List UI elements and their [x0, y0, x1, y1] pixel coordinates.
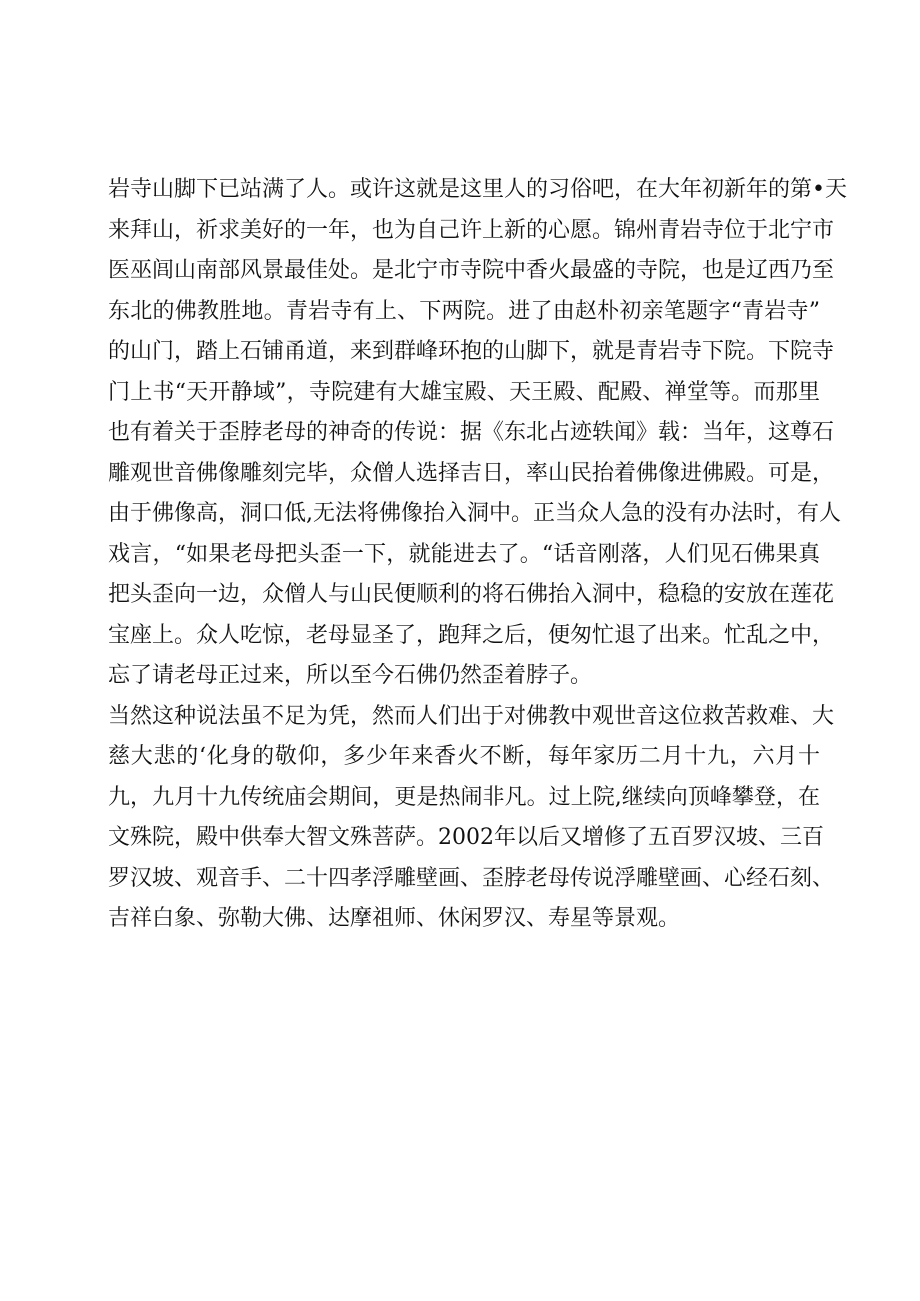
paragraph-2-line-2: 慈大悲的‘化身的敬仰，多少年来香火不断，每年家历二月十九，六月十	[108, 744, 820, 769]
paragraph-1-line-10: 戏言，“如果老母把头歪一下，就能进去了。“话音刚落，人们见石佛果真	[108, 541, 820, 567]
document-body	[108, 170, 847, 940]
paragraph-1-line-2: 来拜山，祈求美好的一年，也为自己许上新的心愿。锦州青岩寺位于北宁市	[108, 217, 835, 243]
paragraph-1-line-13: 忘了请老母正过来，所以至今石佛仍然歪着脖子。	[108, 663, 593, 688]
paragraph-2-line-1: 当然这种说法虽不足为凭，然而人们出于对佛教中观世音这位救苦救难、大	[108, 703, 835, 729]
paragraph-1-line-7: 也有着关于歪脖老母的神奇的传说：据《东北占迹轶闻》载：当年，这尊石	[108, 420, 835, 445]
paragraph-1-line-6: 门上书“天开静域”，寺院建有大雄宝殿、天王殿、配殿、禅堂等。而那里	[108, 379, 820, 405]
paragraph-2-line-6: 吉祥白象、弥勒大佛、达摩祖师、休闲罗汉、寿星等景观。	[108, 906, 681, 931]
paragraph-2-line-4: 文殊院，殿中供奉大智文殊菩萨。2002年以后又增修了五百罗汉坡、三百	[108, 825, 824, 850]
paragraph-2-line-3: 九，九月十九传统庙会期间，更是热闹非凡。过上院,继续向顶峰攀登，在	[108, 784, 820, 810]
paragraph-1-line-1: 岩寺山脚下已站满了人。或许这就是这里人的习俗吧，在大年初新年的第•天	[108, 177, 847, 202]
paragraph-2-line-5: 罗汉坡、观音手、二十四孝浮雕壁画、歪脖老母传说浮雕壁画、心经石刻、	[108, 865, 835, 891]
paragraph-1-line-5: 的山门，踏上石铺甬道，来到群峰环抱的山脚下，就是青岩寺下院。下院寺	[108, 339, 835, 364]
paragraph-1-line-4: 东北的佛教胜地。青岩寺有上、下两院。进了由赵朴初亲笔题字“青岩寺”	[108, 298, 820, 324]
paragraph-1-line-8: 雕观世音佛像雕刻完毕，众僧人选择吉日，率山民抬着佛像进佛殿。可是，	[108, 460, 835, 486]
paragraph-1-line-9: 由于佛像高，洞口低,无法将佛像抬入洞中。正当众人急的没有办法时，有人	[108, 501, 841, 526]
paragraph-1-line-11: 把头歪向一边，众僧人与山民便顺利的将石佛抬入洞中，稳稳的安放在莲花	[108, 582, 835, 607]
paragraph-1-line-12: 宝座上。众人吃惊，老母显圣了，跑拜之后，便匆忙退了出来。忙乱之中，	[108, 622, 835, 648]
paragraph-1-line-3: 医巫闾山南部风景最佳处。是北宁市寺院中香火最盛的寺院，也是辽西乃至	[108, 258, 835, 283]
